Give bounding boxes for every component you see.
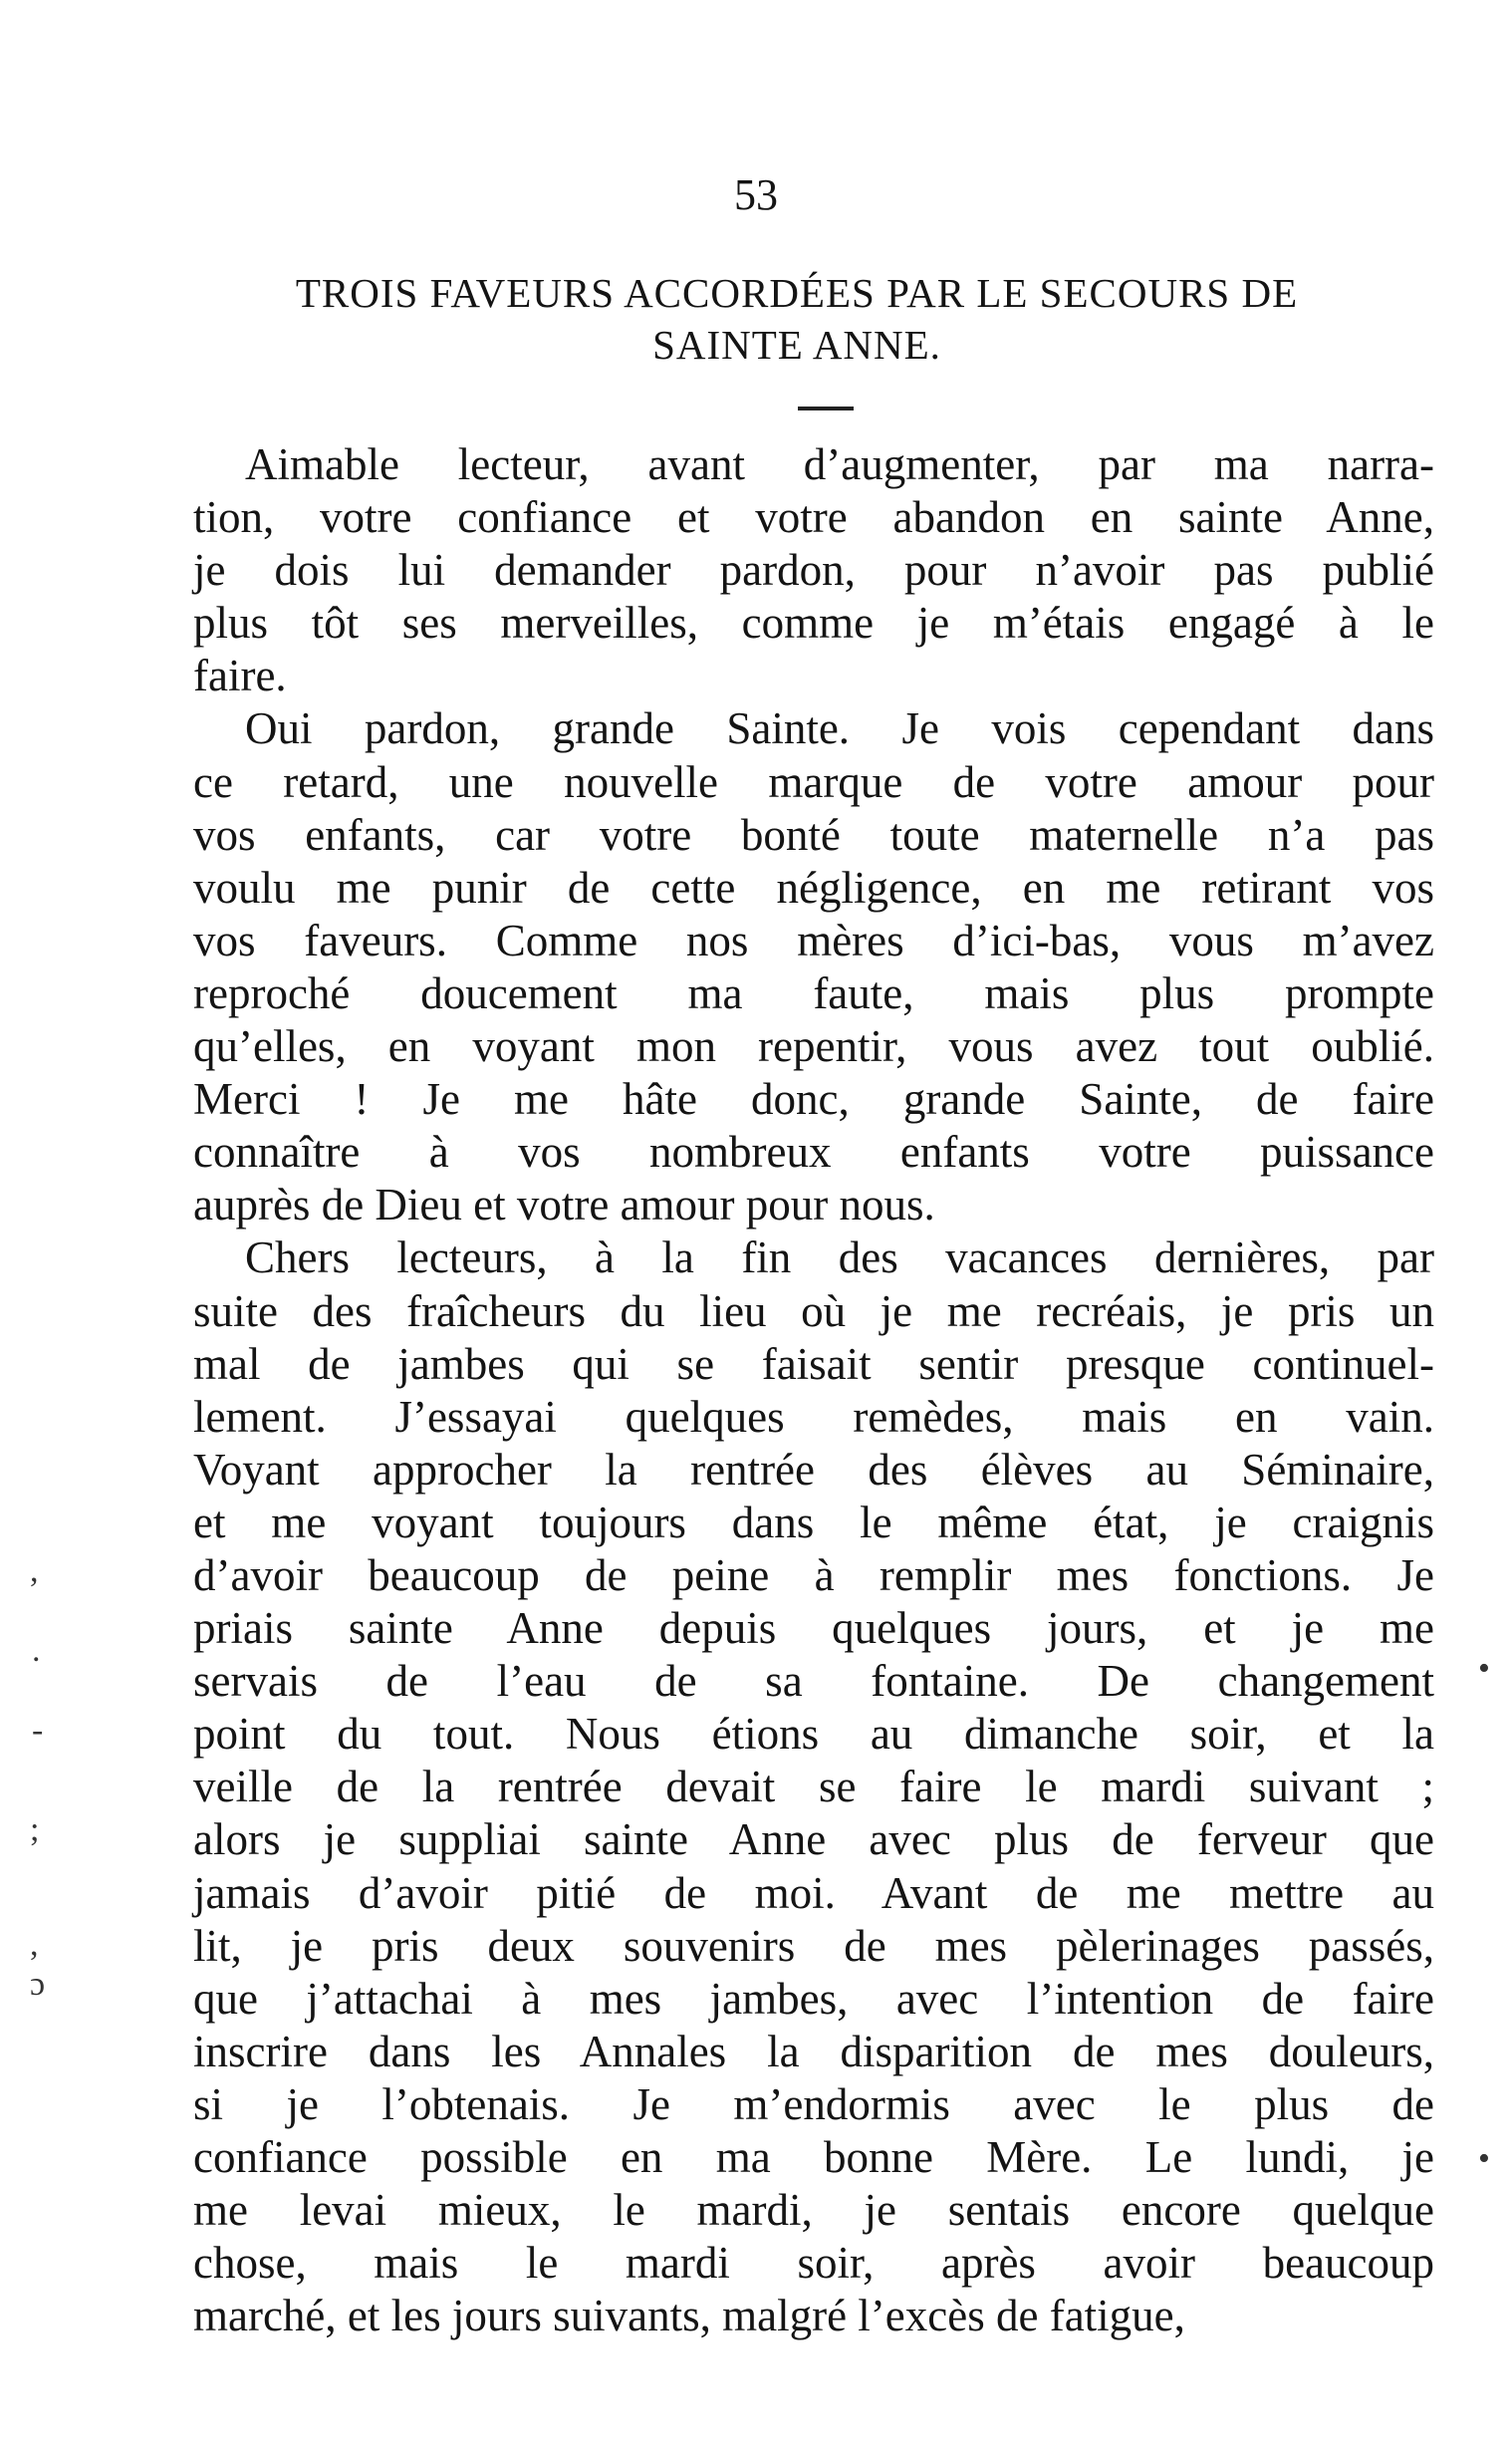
margin-mark: . <box>32 1632 41 1669</box>
paragraph <box>193 702 1434 1231</box>
text-line: lit, je pris deux souvenirs de mes pèlerinages passés, <box>193 1920 1434 1971</box>
page-number: 53 <box>734 170 778 219</box>
margin-mark: ; <box>30 1811 40 1848</box>
text-line: ce retard, une nouvelle marque de votre amour pour <box>193 756 1434 807</box>
text-line: point du tout. Nous étions au dimanche soir, et la <box>193 1709 1434 1760</box>
body-text <box>193 438 1434 2342</box>
chapter-heading <box>199 267 1394 371</box>
text-line: marché, et les jours suivants, malgré l’excès de fatigue, <box>193 2291 1185 2341</box>
text-line: mal de jambes qui se faisait sentir presque continuel- <box>193 1338 1434 1389</box>
heading-line: TROIS FAVEURS ACCORDÉES PAR LE SECOURS DE <box>295 270 1299 316</box>
text-line: auprès de Dieu et votre amour pour nous. <box>193 1180 935 1230</box>
margin-mark: • <box>1478 2140 1490 2177</box>
paragraph <box>193 438 1434 702</box>
text-line: reproché doucement ma faute, mais plus prompte <box>193 967 1434 1018</box>
text-line: tion, votre confiance et votre abandon en sainte Anne, <box>193 492 1434 543</box>
text-line: je dois lui demander pardon, pour n’avoir pas publié <box>193 545 1434 596</box>
text-line: faire. <box>193 651 287 701</box>
text-line: vos enfants, car votre bonté toute maternelle n’a pas <box>193 809 1434 860</box>
text-line: inscrire dans les Annales la disparition de mes douleurs, <box>193 2026 1434 2076</box>
margin-mark: , <box>30 1552 39 1589</box>
section-rule <box>798 407 854 410</box>
text-line: priais sainte Anne depuis quelques jours, et je me <box>193 1603 1434 1654</box>
text-line: d’avoir beaucoup de peine à remplir mes fonctions. Je <box>193 1549 1434 1600</box>
text-line: servais de l’eau de sa fontaine. De changement <box>193 1656 1434 1707</box>
text-line: veille de la rentrée devait se faire le mardi suivant ; <box>193 1762 1434 1812</box>
text-line: Chers lecteurs, à la fin des vacances dernières, par <box>245 1232 1434 1283</box>
text-line: et me voyant toujours dans le même état, je craignis <box>193 1497 1434 1547</box>
text-line: voulu me punir de cette négligence, en me retirant vos <box>193 862 1434 913</box>
text-line: chose, mais le mardi soir, après avoir beaucoup <box>193 2238 1434 2289</box>
text-line: Voyant approcher la rentrée des élèves au Séminaire, <box>193 1444 1434 1495</box>
text-line: vos faveurs. Comme nos mères d’ici-bas, vous m’avez <box>193 915 1434 965</box>
text-line: que j’attachai à mes jambes, avec l’intention de faire <box>193 1973 1434 2024</box>
margin-mark: • <box>1478 1650 1490 1687</box>
heading-line: SAINTE ANNE. <box>652 322 941 368</box>
margin-mark: , <box>30 1926 39 1963</box>
text-line: suite des fraîcheurs du lieu où je me recréais, je pris un <box>193 1285 1434 1336</box>
text-line: si je l’obtenais. Je m’endormis avec le plus de <box>193 2078 1434 2129</box>
text-line: Merci ! Je me hâte donc, grande Sainte, de faire <box>193 1074 1434 1125</box>
text-line: jamais d’avoir pitié de moi. Avant de me mettre au <box>193 1867 1434 1918</box>
text-line: alors je suppliai sainte Anne avec plus de ferveur que <box>193 1814 1434 1865</box>
text-line: connaître à vos nombreux enfants votre puissance <box>193 1127 1434 1178</box>
text-line: plus tôt ses merveilles, comme je m’étais engagé à le <box>193 598 1434 649</box>
text-line: qu’elles, en voyant mon repentir, vous avez tout oublié. <box>193 1021 1434 1072</box>
text-line: confiance possible en ma bonne Mère. Le lundi, je <box>193 2132 1434 2182</box>
text-line: lement. J’essayai quelques remèdes, mais en vain. <box>193 1391 1434 1442</box>
margin-mark: ɔ <box>30 1966 46 2003</box>
text-line: me levai mieux, le mardi, je sentais encore quelque <box>193 2185 1434 2236</box>
text-line: Aimable lecteur, avant d’augmenter, par ma narra- <box>245 439 1434 489</box>
text-line: Oui pardon, grande Sainte. Je vois cependant dans <box>245 703 1434 754</box>
paragraph <box>193 1231 1434 2342</box>
margin-mark: - <box>32 1712 44 1749</box>
